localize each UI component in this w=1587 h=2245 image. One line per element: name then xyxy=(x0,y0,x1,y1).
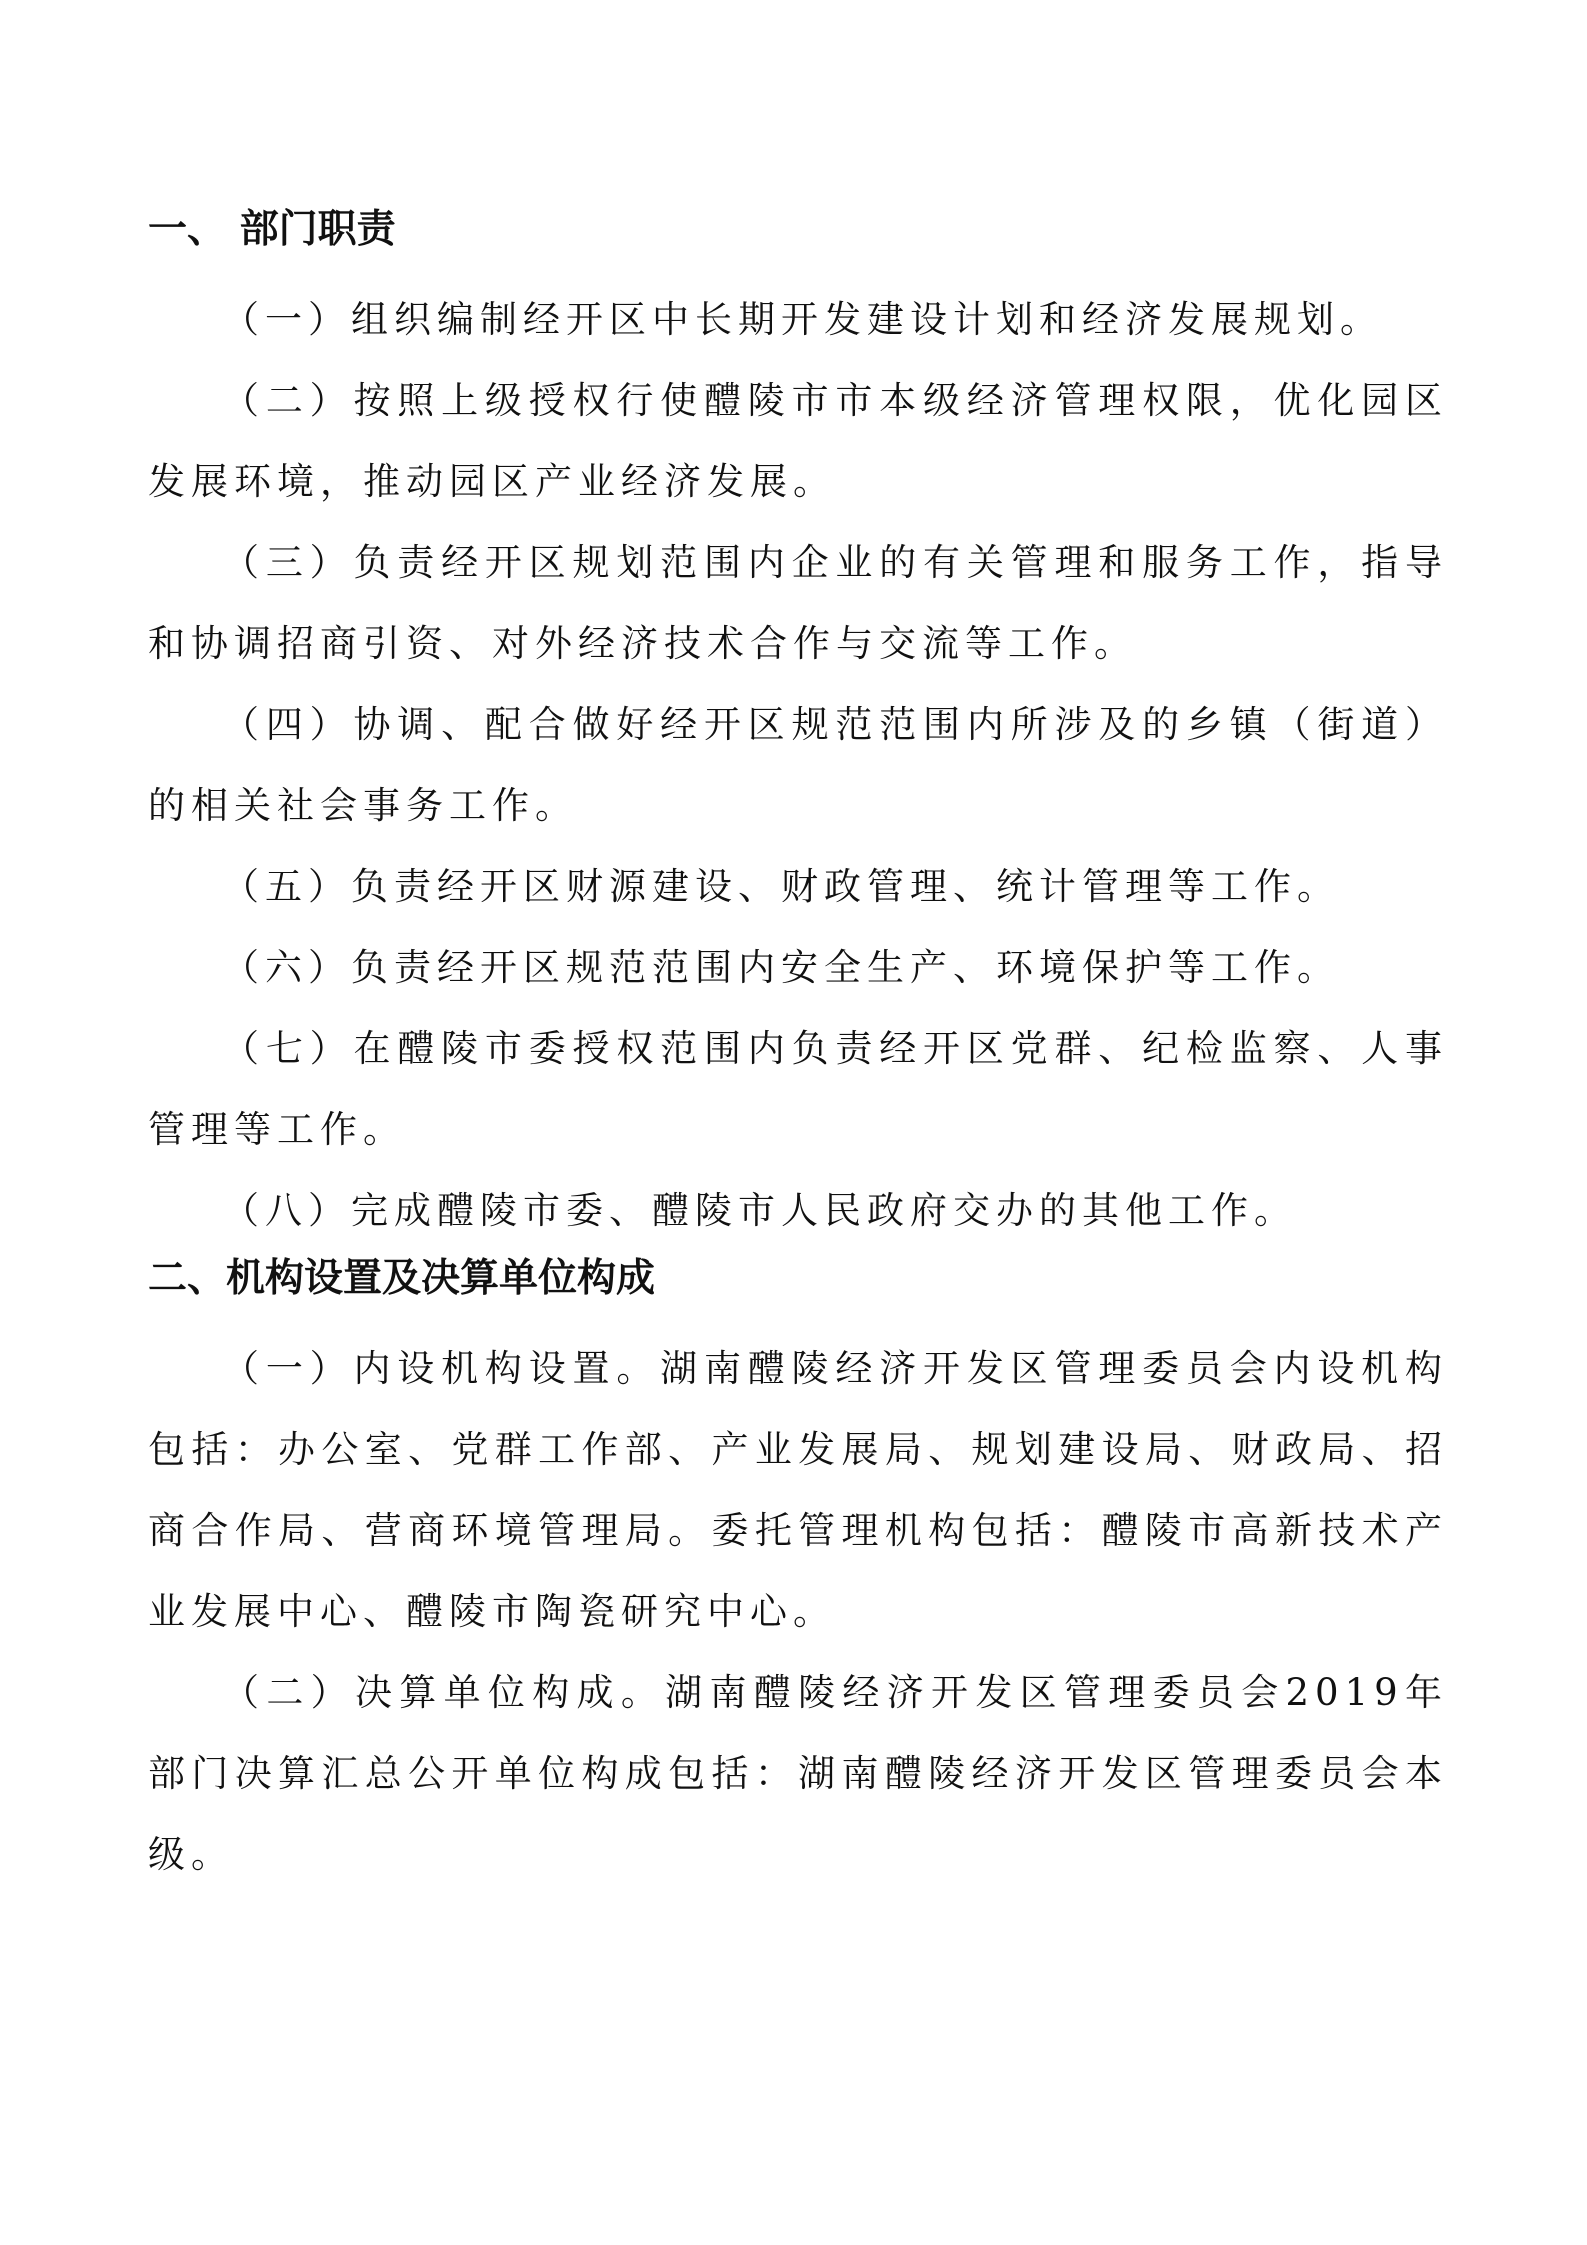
structure-item-1: （一）内设机构设置。湖南醴陵经济开发区管理委员会内设机构包括：办公室、党群工作部、产业发展局、规划建设局、财政局、招商合作局、营商环境管理局。委托管理机构包括：醴陵市高新技术产业发展中心、醴陵市陶瓷研究中心。 xyxy=(148,1347,1448,1633)
structure-item-2: （二）决算单位构成。湖南醴陵经济开发区管理委员会2019年部门决算汇总公开单位构成包括：湖南醴陵经济开发区管理委员会本级。 xyxy=(148,1671,1448,1876)
duty-item-4: （四）协调、配合做好经开区规范范围内所涉及的乡镇（街道）的相关社会事务工作。 xyxy=(148,703,1448,827)
section-heading-structure: 二、机构设置及决算单位构成 xyxy=(148,1256,656,1301)
duty-item-8: （八）完成醴陵市委、醴陵市人民政府交办的其他工作。 xyxy=(222,1189,1297,1232)
duty-item-7: （七）在醴陵市委授权范围内负责经开区党群、纪检监察、人事管理等工作。 xyxy=(148,1027,1448,1151)
duty-item-5: （五）负责经开区财源建设、财政管理、统计管理等工作。 xyxy=(222,865,1340,908)
duty-item-3: （三）负责经开区规划范围内企业的有关管理和服务工作，指导和协调招商引资、对外经济技术合作与交流等工作。 xyxy=(148,541,1448,665)
document-page xyxy=(148,200,1448,1895)
duty-item-1: （一）组织编制经开区中长期开发建设计划和经济发展规划。 xyxy=(222,298,1383,341)
duty-item-2: （二）按照上级授权行使醴陵市市本级经济管理权限，优化园区发展环境，推动园区产业经济发展。 xyxy=(148,379,1448,503)
section-heading-duties: 一、 部门职责 xyxy=(148,207,396,252)
duty-item-6: （六）负责经开区规范范围内安全生产、环境保护等工作。 xyxy=(222,946,1340,989)
